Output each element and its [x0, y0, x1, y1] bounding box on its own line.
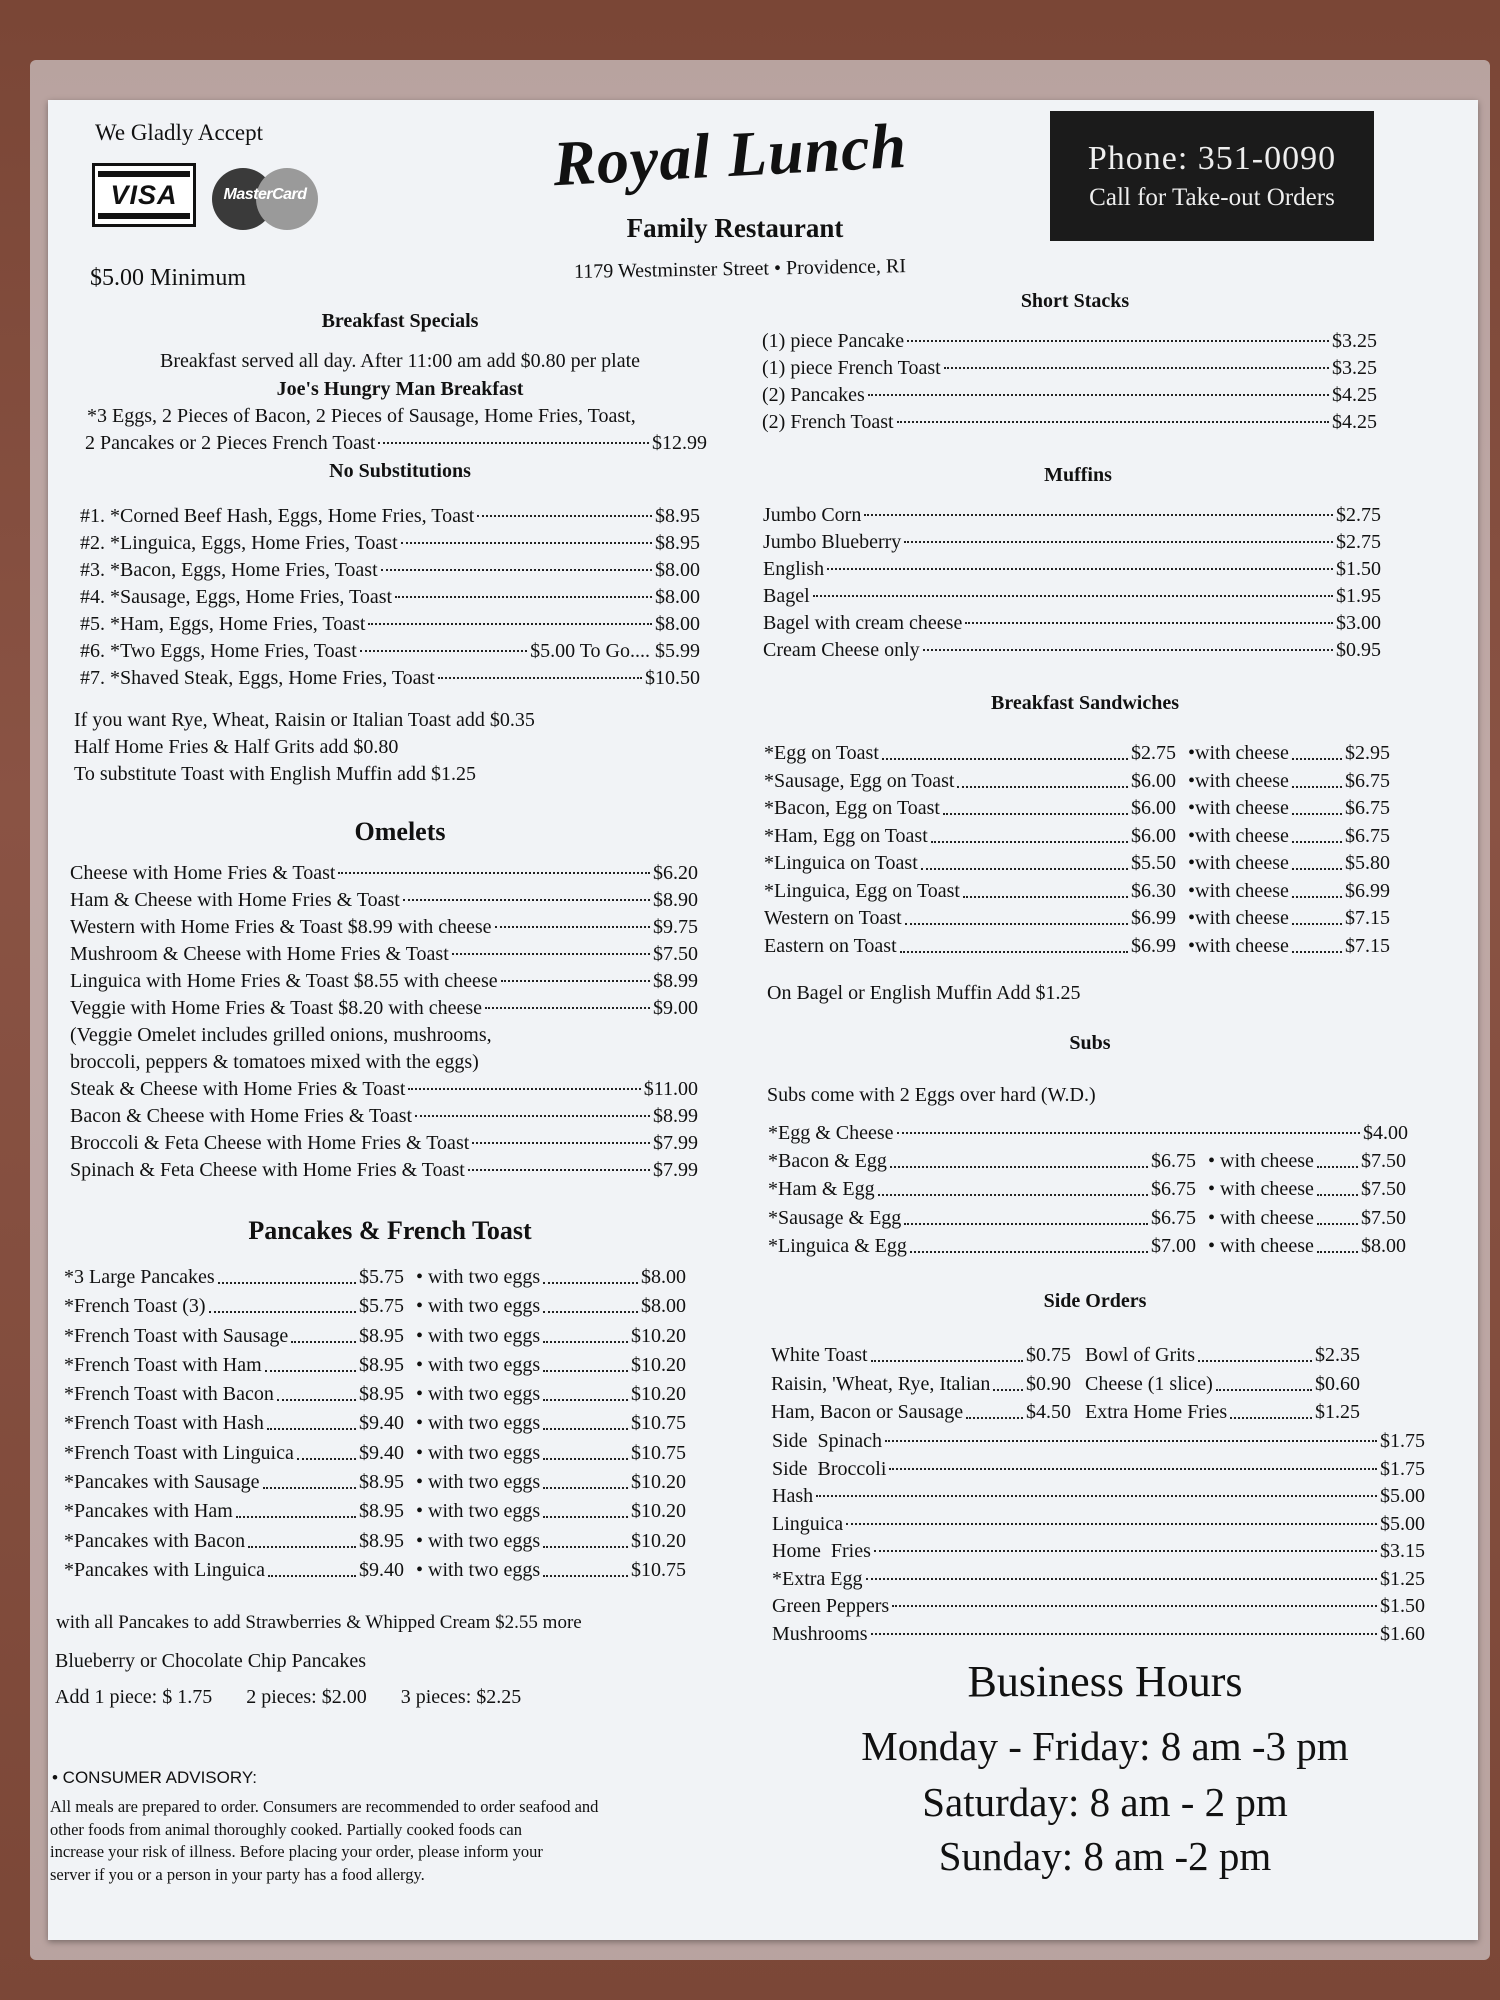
list-item: *French Toast with Bacon $8.95 • with two eggs $10.20: [64, 1383, 724, 1412]
addon-muffin: To substitute Toast with English Muffin add $1.25: [74, 763, 477, 785]
veggie-note-2: broccoli, peppers & tomatoes mixed with the eggs): [70, 1051, 479, 1073]
payment-accept-label: We Gladly Accept: [95, 120, 264, 145]
hours-weekday: Monday - Friday: 8 am -3 pm: [861, 1723, 1349, 1769]
mastercard-logo-text: MasterCard: [223, 186, 307, 203]
advisory-line: server if you or a person in your party has a food allergy.: [50, 1864, 425, 1884]
restaurant-subtitle: Family Restaurant: [626, 213, 844, 243]
list-item: #7. *Shaved Steak, Eggs, Home Fries, Toast $10.50: [80, 667, 700, 689]
add-one-piece: Add 1 piece: $ 1.75: [55, 1686, 213, 1708]
bagel-note: On Bagel or English Muffin Add $1.25: [767, 982, 1081, 1004]
advisory-text: [50, 1796, 750, 1886]
list-item: Hash $5.00: [772, 1485, 1425, 1507]
list-item: #1. *Corned Beef Hash, Eggs, Home Fries, Toast $8.95: [80, 505, 700, 527]
minimum-charge: $5.00 Minimum: [90, 265, 247, 291]
list-item: Side Spinach $1.75: [772, 1430, 1425, 1452]
visa-logo-text: VISA: [110, 180, 178, 210]
list-item: *Pancakes with Linguica $9.40 • with two eggs $10.75: [64, 1559, 724, 1588]
list-item: *Bacon & Egg $6.75 • with cheese $7.50: [768, 1150, 1408, 1178]
list-item: #2. *Linguica, Eggs, Home Fries, Toast $8.95: [80, 532, 700, 554]
list-item: *Sausage, Egg on Toast $6.00 •with cheese $6.75: [764, 770, 1404, 798]
list-item: #5. *Ham, Eggs, Home Fries, Toast $8.00: [80, 613, 700, 635]
breakfast-addons: [74, 707, 714, 788]
list-item: *Egg on Toast $2.75 •with cheese $2.95: [764, 742, 1404, 770]
list-item: Bacon & Cheese with Home Fries & Toast $8.99: [70, 1105, 698, 1127]
takeout-note: Call for Take-out Orders: [1089, 184, 1335, 211]
list-item: Ham & Cheese with Home Fries & Toast $8.90: [70, 889, 698, 911]
list-item: #6. *Two Eggs, Home Fries, Toast $5.00 To Go.... $5.99: [80, 640, 700, 662]
list-item: Steak & Cheese with Home Fries & Toast $11.00: [70, 1078, 698, 1100]
sandwiches-heading: Breakfast Sandwiches: [991, 692, 1179, 714]
addon-toast: If you want Rye, Wheat, Raisin or Italian Toast add $0.35: [74, 709, 535, 731]
omelets-heading: Omelets: [354, 817, 446, 846]
list-item: Spinach & Feta Cheese with Home Fries & Toast $7.99: [70, 1159, 698, 1181]
list-item: (1) piece French Toast $3.25: [762, 357, 1377, 379]
side-orders-pairs: [771, 1344, 1431, 1430]
hungry-man-title: Joe's Hungry Man Breakfast: [276, 378, 524, 400]
advisory-line: All meals are prepared to order. Consumers are recommended to order seafood and: [50, 1797, 599, 1816]
restaurant-address: 1179 Westminster Street • Providence, RI: [573, 255, 907, 283]
short-stacks-list: [762, 330, 1377, 438]
visa-logo-icon: [92, 163, 196, 227]
breakfast-specials-heading: Breakfast Specials: [321, 310, 479, 332]
list-item: (1) piece Pancake $3.25: [762, 330, 1377, 352]
hungry-man-line1: *3 Eggs, 2 Pieces of Bacon, 2 Pieces of Sausage, Home Fries, Toast,: [87, 405, 636, 427]
add-two-pieces: 2 pieces: $2.00: [246, 1686, 367, 1708]
list-item: White Toast $0.75 Bowl of Grits $2.35: [771, 1344, 1431, 1373]
list-item: Mushrooms $1.60: [772, 1622, 1425, 1645]
phone-box: [1050, 111, 1374, 241]
phone-number: Phone: 351-0090: [1087, 140, 1337, 177]
breakfast-specials-list: [80, 505, 700, 694]
sandwiches-list: [764, 742, 1404, 962]
list-item: *3 Large Pancakes $5.75 • with two eggs $8.00: [64, 1266, 724, 1295]
side-orders-list: [772, 1430, 1425, 1650]
list-item: *French Toast with Sausage $8.95 • with two eggs $10.20: [64, 1325, 724, 1354]
list-item: #3. *Bacon, Eggs, Home Fries, Toast $8.00: [80, 559, 700, 581]
list-item: Eastern on Toast $6.99 •with cheese $7.15: [764, 935, 1404, 963]
list-item: *French Toast (3) $5.75 • with two eggs $8.00: [64, 1295, 724, 1324]
add-three-pieces: 3 pieces: $2.25: [400, 1686, 522, 1708]
list-item: (2) Pancakes $4.25: [762, 384, 1377, 406]
restaurant-title: Royal Lunch: [551, 109, 909, 200]
list-item: *Pancakes with Ham $8.95 • with two eggs $10.20: [64, 1500, 724, 1529]
list-item: *Pancakes with Sausage $8.95 • with two eggs $10.20: [64, 1471, 724, 1500]
pancakes-heading: Pancakes & French Toast: [248, 1216, 532, 1245]
breakfast-note: Breakfast served all day. After 11:00 am add $0.80 per plate: [159, 350, 641, 372]
addon-grits: Half Home Fries & Half Grits add $0.80: [74, 736, 399, 758]
list-item: Veggie with Home Fries & Toast $8.20 with cheese $9.00: [70, 997, 698, 1019]
mastercard-logo-icon: [212, 168, 318, 230]
list-item: Linguica $5.00: [772, 1512, 1425, 1535]
list-item: *Sausage & Egg $6.75 • with cheese $7.50: [768, 1207, 1408, 1235]
list-item: *Bacon, Egg on Toast $6.00 •with cheese $6.75: [764, 797, 1404, 825]
list-item: *Extra Egg $1.25: [772, 1567, 1425, 1590]
blueberry-note: Blueberry or Chocolate Chip Pancakes: [55, 1650, 367, 1672]
hungry-man-row: [85, 432, 707, 455]
blueberry-prices: [55, 1686, 735, 1709]
list-item: Western with Home Fries & Toast $8.99 with cheese $9.75: [70, 916, 698, 938]
short-stacks-heading: Short Stacks: [1020, 290, 1130, 312]
hours-saturday: Saturday: 8 am - 2 pm: [922, 1779, 1288, 1825]
advisory-heading: • CONSUMER ADVISORY:: [52, 1768, 257, 1787]
hungry-man-price: $12.99: [652, 432, 707, 454]
list-item: *Linguica & Egg $7.00 • with cheese $8.00: [768, 1235, 1408, 1263]
subs-note: Subs come with 2 Eggs over hard (W.D.): [767, 1084, 1096, 1106]
pancakes-list: [64, 1266, 724, 1588]
business-hours-heading: Business Hours: [967, 1657, 1243, 1706]
veggie-note-1: (Veggie Omelet includes grilled onions, mushrooms,: [70, 1024, 492, 1046]
list-item: *French Toast with Hash $9.40 • with two eggs $10.75: [64, 1412, 724, 1441]
omelets-list: [70, 862, 698, 1186]
list-item: Broccoli & Feta Cheese with Home Fries & Toast $7.99: [70, 1132, 698, 1154]
list-item: *French Toast with Linguica $9.40 • with two eggs $10.75: [64, 1442, 724, 1471]
list-item: Raisin, 'Wheat, Rye, Italian $0.90 Cheese (1 slice) $0.60: [771, 1373, 1431, 1402]
list-item: Mushroom & Cheese with Home Fries & Toast $7.50: [70, 943, 698, 965]
subs-list: [768, 1150, 1408, 1264]
muffins-list: [763, 504, 1381, 666]
side-orders-heading: Side Orders: [1043, 1290, 1147, 1312]
no-substitutions: No Substitutions: [329, 460, 471, 482]
subs-heading: Subs: [1069, 1032, 1111, 1054]
muffins-heading: Muffins: [1044, 464, 1112, 486]
strawberries-note: with all Pancakes to add Strawberries & Whipped Cream $2.55 more: [56, 1612, 582, 1633]
list-item: *Ham, Egg on Toast $6.00 •with cheese $6.75: [764, 825, 1404, 853]
list-item: #4. *Sausage, Eggs, Home Fries, Toast $8.00: [80, 586, 700, 608]
list-item: *Linguica on Toast $5.50 •with cheese $5.80: [764, 852, 1404, 880]
list-item: Green Peppers $1.50: [772, 1595, 1425, 1617]
list-item: Jumbo Blueberry $2.75: [763, 531, 1381, 553]
list-item: Linguica with Home Fries & Toast $8.55 with cheese $8.99: [70, 970, 698, 992]
list-item: Ham, Bacon or Sausage $4.50 Extra Home Fries $1.25: [771, 1401, 1431, 1430]
list-item: *Pancakes with Bacon $8.95 • with two eggs $10.20: [64, 1530, 724, 1559]
list-item: Home Fries $3.15: [772, 1540, 1425, 1562]
list-item: English $1.50: [763, 558, 1381, 580]
list-item: (2) French Toast $4.25: [762, 411, 1377, 433]
list-item: Cream Cheese only $0.95: [763, 639, 1381, 661]
list-item: Side Broccoli $1.75: [772, 1457, 1425, 1480]
list-item: Bagel $1.95: [763, 585, 1381, 607]
list-item: *French Toast with Ham $8.95 • with two eggs $10.20: [64, 1354, 724, 1383]
list-item: *Ham & Egg $6.75 • with cheese $7.50: [768, 1178, 1408, 1206]
advisory-line: increase your risk of illness. Before placing your order, please inform your: [50, 1842, 543, 1861]
hungry-man-line2: 2 Pancakes or 2 Pieces French Toast: [85, 432, 376, 454]
hours-sunday: Sunday: 8 am -2 pm: [938, 1833, 1272, 1879]
list-item: *Linguica, Egg on Toast $6.30 •with cheese $6.99: [764, 880, 1404, 908]
advisory-line: other foods from animal thoroughly cooked. Partially cooked foods can: [50, 1819, 522, 1839]
list-item: Cheese with Home Fries & Toast $6.20: [70, 862, 698, 884]
list-item: Western on Toast $6.99 •with cheese $7.15: [764, 907, 1404, 935]
list-item: Jumbo Corn $2.75: [763, 504, 1381, 526]
list-item: *Egg & Cheese $4.00: [768, 1122, 1408, 1144]
list-item: Bagel with cream cheese $3.00: [763, 612, 1381, 634]
